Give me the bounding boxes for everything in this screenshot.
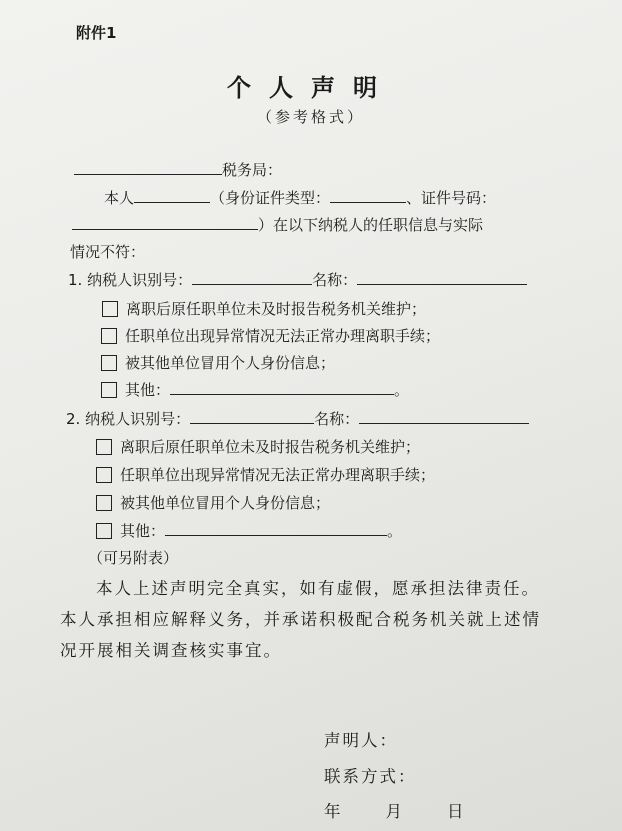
option-label: 任职单位出现异常情况无法正常办理离职手续； [125,327,441,345]
checkbox[interactable] [96,495,112,511]
attachment-label: 附件1 [76,24,117,42]
taxpayer-1-id-label: 1. 纳税人识别号： [68,271,193,289]
statement-line [72,215,483,235]
checkbox[interactable] [101,355,117,371]
taxpayer-1-id-blank[interactable] [192,270,312,285]
taxpayer-2-option-3 [96,493,330,513]
taxpayer-2-option-1 [96,437,420,457]
declaration-line-2: 本人承担相应解释义务，并承诺积极配合税务机关就上述情 [60,610,541,629]
option-label: 被其他单位冒用个人身份信息； [125,354,336,372]
attach-note: （可另附表） [88,549,179,567]
checkbox[interactable] [101,328,117,344]
other-reason-blank[interactable] [165,521,387,536]
declarant-label: 声明人： [324,731,398,750]
identity-line [104,188,496,208]
option-label: 其他： [125,381,171,399]
checkbox[interactable] [96,467,112,483]
self-name-blank[interactable] [134,188,210,203]
taxpayer-2-header [66,409,529,429]
option-label: 被其他单位冒用个人身份信息； [120,494,331,512]
taxpayer-1-name-blank[interactable] [357,270,527,285]
declaration-line-1: 本人上述声明完全真实，如有虚假，愿承担法律责任。 [96,579,540,598]
tax-bureau-label: 税务局： [222,161,283,179]
checkbox[interactable] [96,439,112,455]
id-type-label: （身份证件类型： [210,189,331,207]
checkbox[interactable] [102,301,118,317]
taxpayer-1-option-other [101,380,409,400]
checkbox[interactable] [96,523,112,539]
tax-bureau-blank[interactable] [74,160,222,175]
document-subtitle: （参考格式） [256,108,365,126]
contact-label: 联系方式： [324,767,417,786]
checkbox[interactable] [101,382,117,398]
date-label: 年 月 日 [324,802,468,821]
taxpayer-1-name-label: 名称： [312,271,358,289]
tax-bureau-line [74,160,282,180]
document-title: 个人声明 [227,73,395,102]
taxpayer-2-option-2 [96,465,435,485]
id-number-label: 、证件号码： [406,189,497,207]
taxpayer-1-option-3 [101,353,335,373]
taxpayer-1-option-1 [102,299,426,319]
option-label: 离职后原任职单位未及时报告税务机关维护； [126,300,427,318]
id-type-blank[interactable] [330,188,406,203]
taxpayer-2-id-label: 2. 纳税人识别号： [66,410,191,428]
taxpayer-2-name-label: 名称： [314,410,360,428]
other-end: 。 [387,522,403,540]
taxpayer-2-id-blank[interactable] [190,409,314,424]
taxpayer-1-header [68,270,527,290]
self-label: 本人 [104,189,135,207]
statement-continuation: 情况不符： [70,243,146,261]
other-end: 。 [394,381,410,399]
other-reason-blank[interactable] [170,380,394,395]
taxpayer-1-option-2 [101,326,440,346]
id-number-blank[interactable] [72,215,258,230]
taxpayer-2-option-other [96,521,402,541]
declaration-line-3: 况开展相关调查核实事宜。 [60,641,282,660]
option-label: 离职后原任职单位未及时报告税务机关维护； [120,438,421,456]
statement-text: ）在以下纳税人的任职信息与实际 [258,216,484,234]
option-label: 任职单位出现异常情况无法正常办理离职手续； [120,466,436,484]
taxpayer-2-name-blank[interactable] [359,409,529,424]
option-label: 其他： [120,522,166,540]
